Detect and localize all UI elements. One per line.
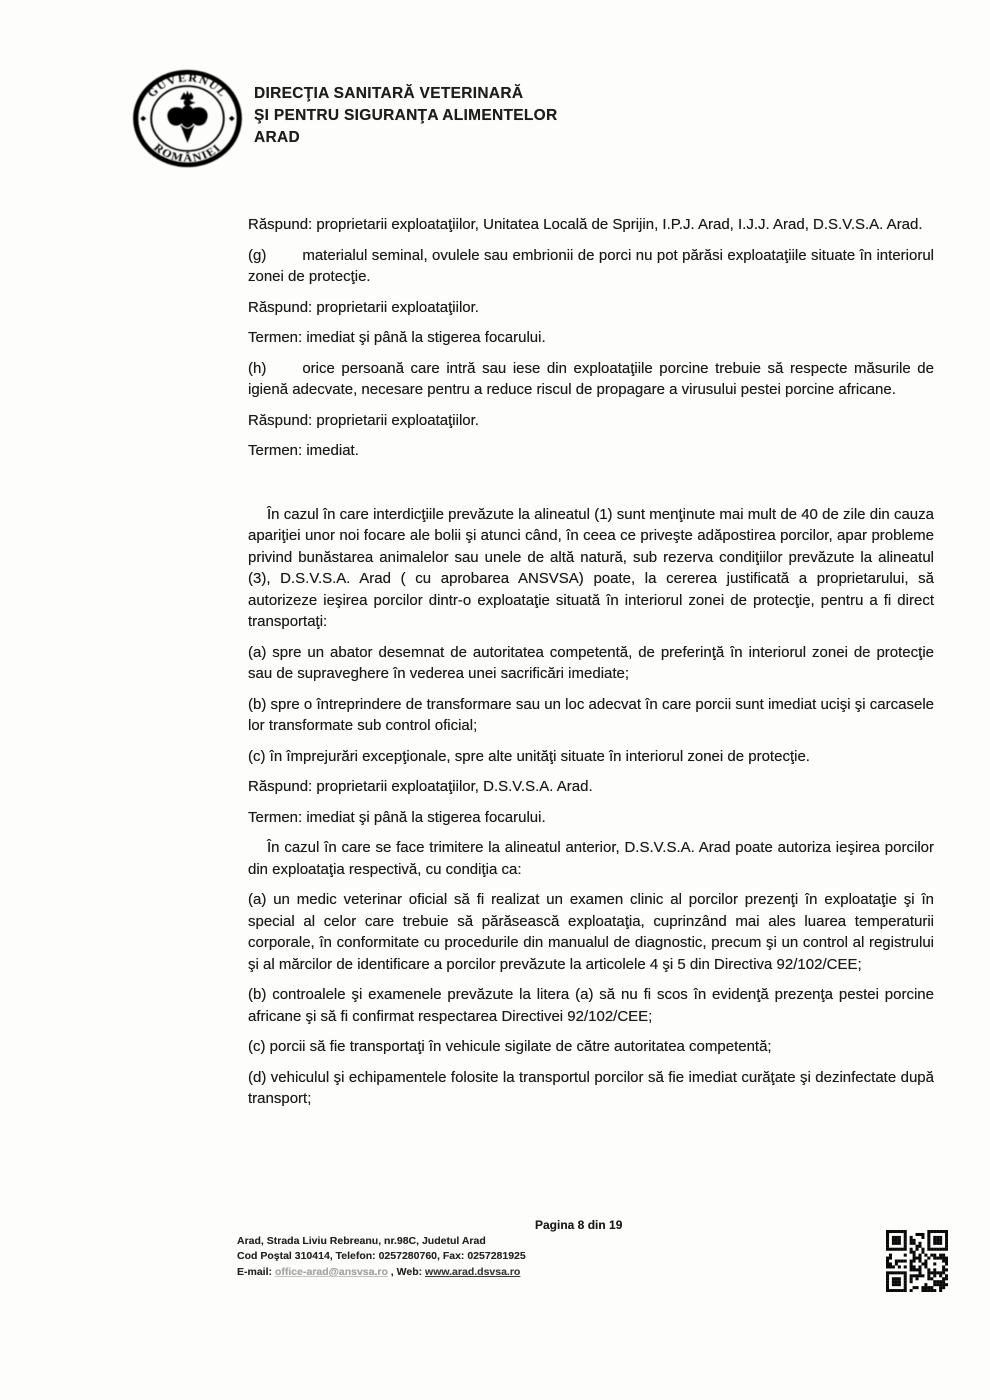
page-number: Pagina 8 din 19 — [535, 1218, 623, 1232]
paragraph: Răspund: proprietarii exploataţiilor. — [248, 298, 479, 316]
paragraph: Termen: imediat şi până la stigerea focarului. — [248, 329, 546, 346]
eagle-emblem-icon — [168, 91, 207, 142]
paragraph: Termen: imediat. — [248, 442, 359, 459]
footer-email-line — [237, 1265, 526, 1280]
paragraph: Termen: imediat şi până la stigerea focarului. — [248, 808, 546, 826]
org-name-line-2: ŞI PENTRU SIGURANŢA ALIMENTELOR — [254, 107, 558, 124]
email-address: office-arad@ansvsa.ro — [274, 1265, 388, 1278]
government-seal-icon — [131, 68, 244, 169]
paragraph: (d) vehiculul şi echipamentele folosite la transportul porcilor să fie imediat curăţate şi dezinfectate după transport; — [248, 1068, 934, 1107]
item-label: (g) — [248, 246, 267, 264]
qr-code — [886, 1230, 948, 1292]
web-label: , Web: — [387, 1265, 426, 1278]
paragraph: Răspund: proprietarii exploataţiilor, D.S.V.S.A. Arad. — [248, 778, 593, 795]
paragraph: (b) controalele şi examenele prevăzute la litera (a) să nu fi scos în evidenţă prezenţa pestei porcine africane şi să fi confirmat respectarea Directivei 92/102/CEE; — [248, 986, 934, 1025]
paragraph: Răspund: proprietarii exploataţiilor, Unitatea Locală de Sprijin, I.P.J. Arad, I.J.J. Arad, D.S.V.S.A. Arad. — [248, 216, 923, 233]
fax-number: 0257281925 — [464, 1250, 526, 1263]
letterhead — [131, 68, 558, 169]
document-body — [248, 214, 934, 1119]
footer-phone-text: Cod Poştal 310414, Telefon: 0257280760, — [237, 1250, 443, 1263]
paragraph: (b) spre o întreprindere de transformare sau un loc adecvat în care porcii sunt imediat ucişi şi carcasele lor transformate sub control oficial; — [248, 695, 934, 734]
footer-phone-line — [237, 1249, 526, 1264]
web-address: www.arad.dsvsa.ro — [425, 1265, 521, 1278]
paragraph: În cazul în care interdicţiile prevăzute la alineatul (1) sunt menţinute mai mult de 40 de zile din cauza apariţiei unor noi focare ale bolii şi atunci când, în ceea ce priveşte adăpostirea porcilor, apar probleme privind bunăstarea animalelor sau unele de altă natură, sub rezerva condiţiilor prevăzute la alineatul (3), D.S.V.S.A. Arad ( cu aprobarea ANSVSA) poate, la cererea justificată a proprietarului, să autorizeze ieşirea porcilor dintr-o exploataţie situată în interiorul zonei de protecţie, pentru a fi direct transportaţi: — [248, 505, 934, 630]
paragraph: Răspund: proprietarii exploataţiilor. — [248, 411, 479, 429]
org-name-line-3: ARAD — [254, 129, 300, 146]
paragraph: În cazul în care se face trimitere la alineatul anterior, D.S.V.S.A. Arad poate autoriza ieşirea porcilor din exploataţia respectivă, cu condiţia ca: — [248, 839, 934, 878]
org-name — [254, 68, 558, 149]
paragraph: (c) porcii să fie transportaţi în vehicule sigilate de către autoritatea competentă; — [248, 1038, 772, 1055]
footer-contact — [237, 1234, 526, 1280]
paragraph: (a) un medic veterinar oficial să fi realizat un examen clinic al porcilor prezenţi în exploataţie şi în special al celor care trebuie să părăsească exploataţia, cuprinzând mai ales luarea temperaturii corporale, în conformitate cu procedurile din manualul de diagnostic, precum şi un control al registrului şi al mărcilor de identificare a porcilor prevăzute la articolele 4 şi 5 din Directiva 92/102/CEE; — [248, 891, 934, 973]
svg-text:GUVERNUL: GUVERNUL — [144, 71, 231, 100]
svg-text:ROMÂNIEI: ROMÂNIEI — [150, 141, 225, 165]
paragraph: (a) spre un abator desemnat de autoritatea competentă, de preferinţă în interiorul zonei de protecţie sau de supraveghere în vederea unei sacrificări imediate; — [248, 643, 934, 682]
org-name-line-1: DIRECŢIA SANITARĂ VETERINARĂ — [254, 85, 524, 102]
footer-address-line: Arad, Strada Liviu Rebreanu, nr.98C, Judetul Arad — [237, 1235, 486, 1247]
paragraph: (h) orice persoană care intră sau iese din exploataţiile porcine trebuie să respecte măsurile de igienă adecvate, necesare pentru a reduce riscul de propagare a virusului pestei porcine africane. — [248, 359, 934, 398]
paragraph: (c) în împrejurări excepţionale, spre alte unităţi situate în interiorul zonei de protecţie. — [248, 747, 810, 765]
email-label: E-mail: — [237, 1265, 275, 1278]
item-label: (h) — [248, 359, 267, 377]
fax-label: Fax: — [442, 1250, 465, 1263]
paragraph: (g) materialul seminal, ovulele sau embrionii de porci nu pot părăsi exploataţiile situate în interiorul zonei de protecţie. — [248, 246, 934, 285]
